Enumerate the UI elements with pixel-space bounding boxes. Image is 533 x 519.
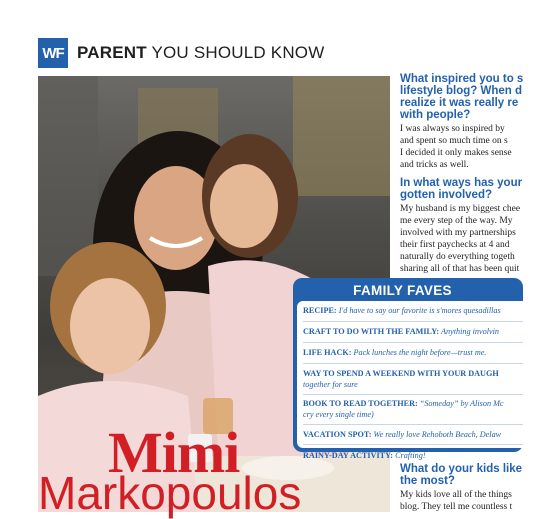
fave-vacation	[303, 429, 533, 440]
divider	[303, 342, 523, 343]
fave-life-hack-label: LIFE HACK:	[303, 348, 352, 357]
fave-rainy-day	[303, 450, 533, 461]
fave-vacation-value: We really love Rehoboth Beach, Delaw	[371, 430, 502, 439]
family-faves-box	[293, 278, 523, 460]
fave-book-value: “Someday” by Alison Mc	[417, 399, 504, 408]
feature-last-name: Markopoulos	[38, 467, 302, 519]
fave-recipe	[303, 305, 533, 316]
answer-3: My kids love all of the things blog. They tell me countless t	[400, 490, 513, 512]
fave-craft-value: Anything involvin	[439, 327, 500, 336]
fave-vacation-label: VACATION SPOT:	[303, 430, 372, 439]
section-header	[38, 38, 324, 68]
fave-weekend-label: WAY TO SPEND A WEEKEND WITH YOUR DAUGH	[303, 369, 499, 378]
divider	[303, 394, 523, 395]
fave-recipe-value: I'd have to say our favorite is s'mores quesadillas	[336, 306, 501, 315]
divider	[303, 363, 523, 364]
fave-life-hack	[303, 347, 533, 358]
answer-1: I was always so inspired by and spent so much time on s I decided it only makes sense and tricks as well.	[400, 124, 512, 170]
fave-weekend-value: together for sure	[303, 380, 358, 389]
qa-block-3	[400, 463, 523, 513]
divider	[303, 424, 523, 425]
fave-book	[303, 398, 533, 420]
fave-craft-label: CRAFT TO DO WITH THE FAMILY:	[303, 327, 440, 336]
fave-recipe-label: RECIPE:	[303, 306, 337, 315]
qa-block-2	[400, 177, 523, 275]
fave-weekend	[303, 368, 533, 390]
section-title	[77, 43, 324, 63]
divider	[303, 321, 523, 322]
divider	[303, 444, 523, 445]
fave-book-value-cont: cry every single time)	[303, 410, 374, 419]
magazine-logo: WF	[38, 38, 68, 68]
section-title-rest: YOU SHOULD KNOW	[146, 43, 325, 62]
family-faves-list	[297, 301, 523, 460]
qa-block-1	[400, 73, 524, 171]
question-2: In what ways has your gotten involved?	[400, 177, 523, 201]
question-3: What do your kids like the most?	[400, 463, 523, 487]
fave-craft	[303, 326, 533, 337]
feature-first-name: Mimi	[108, 420, 240, 485]
fave-rainy-day-value: Crafting!	[393, 451, 426, 460]
section-title-bold: PARENT	[77, 43, 147, 62]
fave-book-label: BOOK TO READ TOGETHER:	[303, 399, 418, 408]
fave-rainy-day-label: RAINY-DAY ACTIVITY:	[303, 451, 394, 460]
family-faves-title: FAMILY FAVES	[353, 283, 452, 298]
fave-life-hack-value: Pack lunches the night before—trust me.	[351, 348, 487, 357]
answer-2: My husband is my biggest chee me every step of the way. My involved with my partnerships their first paychecks at 4 and naturally do everything togeth sharing all of that has been quit	[400, 204, 521, 274]
question-1: What inspired you to s lifestyle blog? When d realize it was really re with people?	[400, 73, 524, 121]
